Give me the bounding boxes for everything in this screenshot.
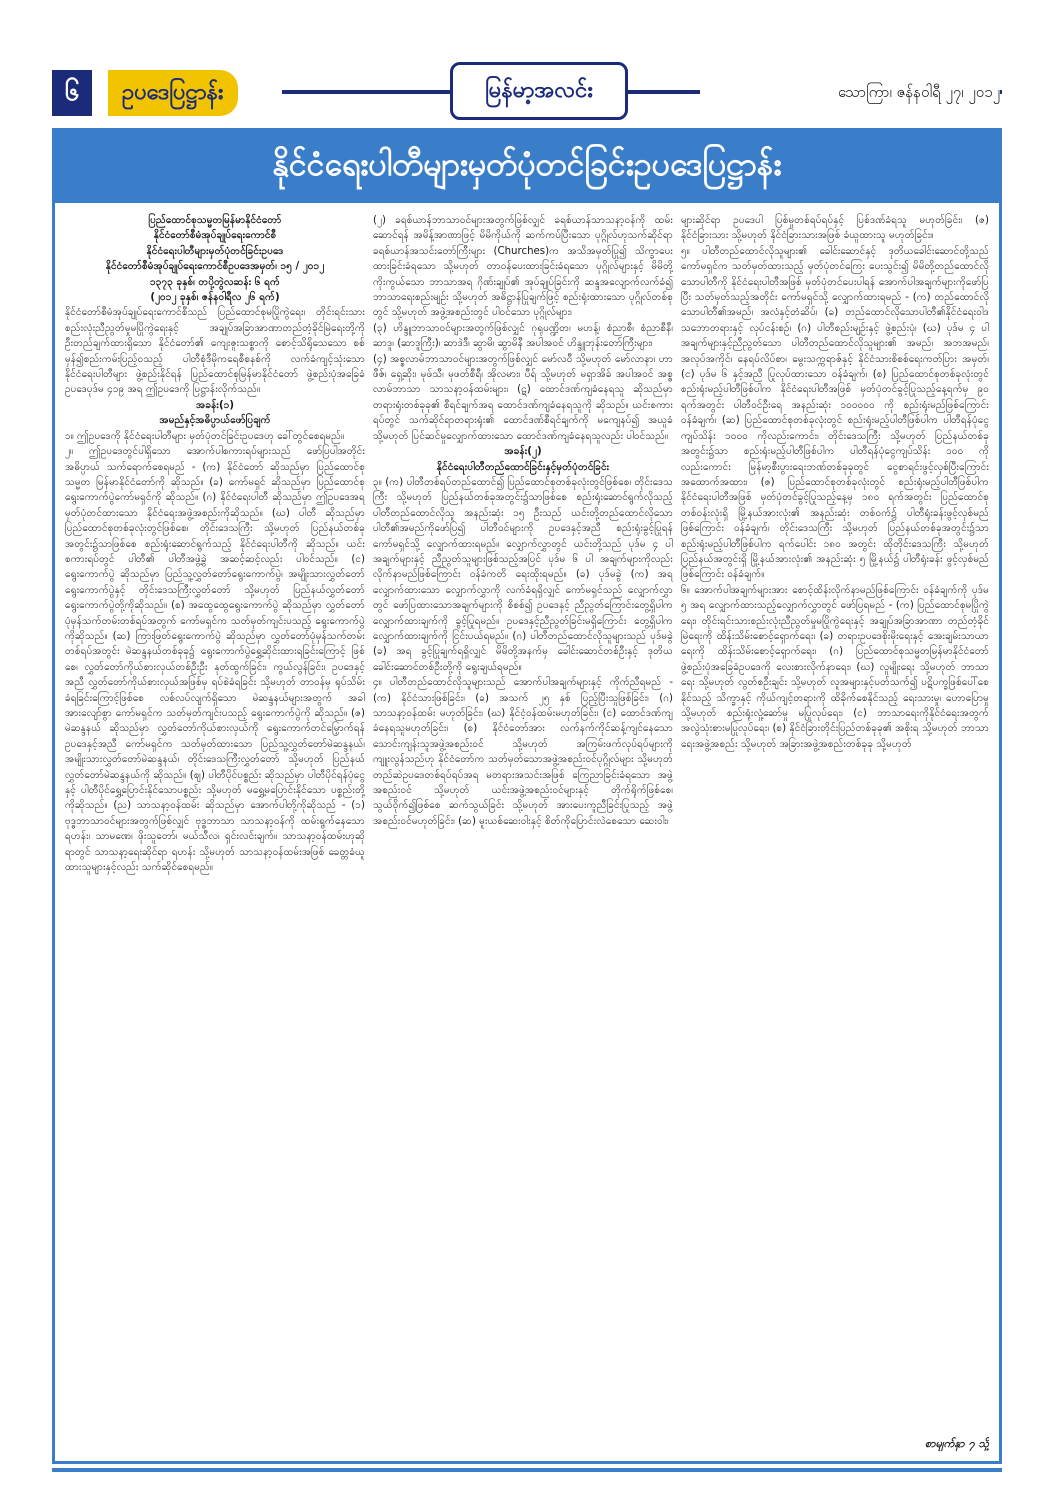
chapter-heading: အခန်း(၂) — [504, 446, 542, 458]
body-paragraph: ၆။ အောက်ပါအချက်များအား စောင့်ထိန်းလိုက်နာမည်ဖြစ်ကြောင်း ဝန်ခံချက်ကို ပုဒ်မ ၅ အရ လျှောက်ထားသည့်လျှောက်လွှာတွင် ဖော်ပြရမည် - (က) ပြည်ထောင်စုမပြိုကွဲရေး၊ တိုင်းရင်းသားစည်းလုံးညီညွတ်မှုမပြိုကွဲရေးနှင့် အချုပ်အခြာအာဏာ တည်တံ့ခိုင်မြဲရေးကို ထိန်းသိမ်းစောင့်ရှောက်ရေး၊ (ခ) တရားဥပဒေစိုးမိုးရေးနှင့် အေးချမ်းသာယာရေးကို ထိန်းသိမ်းစောင့်ရှောက်ရေး၊ (ဂ) ပြည်ထောင်စုသမ္မတမြန်မာနိုင်ငံတော် ဖွဲ့စည်းပုံအခြေခံဥပဒေကို လေးစားလိုက်နာရေး၊ (ဃ) လူမျိုးရေး သို့မဟုတ် ဘာသာရေး သို့မဟုတ် လွတ်စဦးချင်း သို့မဟုတ် လူအများနှင့်ပတ်သက်၍ ပဋိပက္ခဖြစ်ပေါ်စေနိုင်သည့် သိက္ခာနှင့် ကိုယ်ကျင့်တရားကို ထိခိုက်စေနိုင်သည့် ရေးသားမှု၊ ဟောပြောမှု သို့မဟုတ် စည်းရုံးလှုံ့ဆော်မှု မပြုလုပ်ရေး၊ (င) ဘာသာရေးကိုနိုင်ငံရေးအတွက် အလွဲသုံးစားမပြုလုပ်ရေး၊ (စ) နိုင်ငံခြားတိုင်းပြည်တစ်ခုခု၏ အစိုးရ သို့မဟုတ် ဘာသာရေးအဖွဲ့အစည်း သို့မဟုတ် အခြားအဖွဲ့အစည်းတစ်ခုခု သို့မဟုတ် — [681, 584, 989, 750]
continued-note: စာမျက်နှာ ၇ သို့ — [924, 1436, 989, 1450]
article-frame — [52, 128, 1002, 1464]
issue-date: သောကြာ၊ ဇန်နဝါရီ ၂၇၊ ၂၀၁၂ — [700, 78, 1000, 106]
column-2 — [373, 213, 673, 1451]
body-paragraph: (၄) အစ္စလာမ်ဘာသာဝင်များအတွက်ဖြစ်လျှင် မော်လဝီ သို့မဟုတ် မော်လာနာ၊ ဟာဖီဇ်၊ ရှေ့ဆိုး၊ မုဖ်သီ၊ မုဖတ်စီရီ၊ အိုလမား၊ ပီရ် သို့မဟုတ် မရှာအိခ် အပါအဝင် အစ္စလာမ်ဘာသာ သာသနာ့ဝန်ထမ်းများ၊ (ဋ) ထောင်ဒဏ်ကျခံနေရသူ ဆိုသည်မှာ တရားရုံးတစ်ခုခု၏ စီရင်ချက်အရ ထောင်ဒဏ်ကျခံနေရသူကို ဆိုသည်။ ယင်းစကားရပ်တွင် သက်ဆိုင်ရာတရားရုံး၏ ထောင်ဒဏ်စီရင်ချက်ကို မကျေနပ်၍ အယူခံ သို့မဟုတ် ပြင်ဆင်မှုလျှောက်ထားသော ထောင်ဒဏ်ကျခံနေရသူလည်း ပါဝင်သည်။ — [373, 353, 673, 442]
body-paragraph: (၂) ခရစ်ယာန်ဘာသာဝင်များအတွက်ဖြစ်လျှင် ခရစ်ယာန်သာသနာ့ဝန်ကို ထမ်းဆောင်ရန် အမိန့်အာဏာဖြင့် မိမိကိုယ်ကို ဆက်ကပ်ပြီးသော ပုဂ္ဂိုလ်ဟုသက်ဆိုင်ရာ ခရစ်ယာန်အသင်းတော်ကြီးများ (Churches)က အသိအမှတ်ပြု၍ သိက္ခာပေးထားခြင်းခံရသော သို့မဟုတ် တာဝန်ပေးထားခြင်းခံရသော ပုဂ္ဂိုလ်များနှင့် မိမိတို့ကိုးကွယ်သော ဘာသာအရ ဂိုဏ်းချုပ်၏ အုပ်ချုပ်ခြင်းကို ဆန္ဒအလျောက်လက်ခံ၍ ဘာသာရေးစည်းမျဉ်း သို့မဟုတ် အဓိဋ္ဌာန်ပြုချက်ဖြင့် စည်းရုံးထားသော ပုဂ္ဂိုလ်တစ်စုတွင် သို့မဟုတ် အဖွဲ့အစည်းတွင် ပါဝင်သော ပုဂ္ဂိုလ်များ၊ — [373, 215, 673, 319]
body-paragraph: (၃) ဟိန္ဒူဘာသာဝင်များအတွက်ဖြစ်လျှင် ဂုရုပဏ္ဍိတ၊ မဟန့်၊ စံညာစီ၊ စံညာစီနီ၊ ဆာဒူ၊ (ဆာဒူကြီး)၊ ဆာဒဲဒီ၊ ဆွာမိ၊ ဆွာမိနီ အပါအဝင် ဟိန္ဒူဘုန်းတော်ကြီးများ၊ — [373, 322, 673, 350]
body-paragraph: ၅။ ပါတီတည်ထောင်လိုသူများ၏ ခေါင်းဆောင်နှင့် ဒုတိယခေါင်းဆောင်တို့သည် ကော်မရှင်က သတ်မှတ်ထားသည့် မှတ်ပုံတင်ကြေး ပေးသွင်း၍ မိမိတို့တည်ထောင်လိုသောပါတီကို နိုင်ငံရေးပါတီအဖြစ် မှတ်ပုံတင်ပေးပါရန် အောက်ပါအချက်များကိုဖော်ပြပြီး သတ်မှတ်သည့်အတိုင်း ကော်မရှင်သို့ လျှောက်ထားရမည် - (က) တည်ထောင်လိုသောပါတီ၏အမည်၊ အလံနှင့်တံဆိပ်၊ (ခ) တည်ထောင်လိုသောပါတီ၏နိုင်ငံရေးဝါဒသဘောတရားနှင့် လုပ်ငန်းစဉ်၊ (ဂ) ပါတီစည်းမျဉ်းနှင့် ဖွဲ့စည်းပုံ၊ (ဃ) ပုဒ်မ ၄ ပါအချက်များနှင့်ညီညွတ်သော ပါတီတည်ထောင်လိုသူများ၏ အမည်၊ အဘအမည်၊ အလုပ်အကိုင်၊ နေရပ်လိပ်စာ၊ မွေးသက္ကရာဇ်နှင့် နိုင်ငံသားစိစစ်ရေးကတ်ပြား အမှတ်၊ (င) ပုဒ်မ ၆ နှင့်အညီ ပြုလုပ်ထားသော ဝန်ခံချက်၊ (စ) ပြည်ထောင်စုတစ်ခုလုံးတွင် စည်းရုံးမည့်ပါတီဖြစ်ပါက နိုင်ငံရေးပါတီအဖြစ် မှတ်ပုံတင်ခွင့်ပြုသည့်နေ့ရက်မှ ၉၀ ရက်အတွင်း ပါတီဝင်ဦးရေ အနည်းဆုံး ၁၀၀၀၀၀ ကို စည်းရုံးမည်ဖြစ်ကြောင်း ဝန်ခံချက်၊ (ဆ) ပြည်ထောင်စုတစ်ခုလုံးတွင် စည်းရုံးမည့်ပါတီဖြစ်ပါက ပါတီရန်ပုံငွေကျပ်သိန်း ၁၀၀၀ ကိုလည်းကောင်း၊ တိုင်းဒေသကြီး သို့မဟုတ် ပြည်နယ်တစ်ခုအတွင်း၌သာ စည်းရုံးမည့်ပါတီဖြစ်ပါက ပါတီရန်ပုံငွေကျပ်သိန်း ၁၀၀ ကိုလည်းကောင်း မြန်မာ့စီးပွားရေးဘဏ်တစ်ခုခုတွင် ငွေစာရင်းဖွင့်လှစ်ပြီးကြောင်း အထောက်အထား၊ (ဇ) ပြည်ထောင်စုတစ်ခုလုံးတွင် စည်းရုံးမည့်ပါတီဖြစ်ပါက နိုင်ငံရေးပါတီအဖြစ် မှတ်ပုံတင်ခွင့်ပြုသည့်နေ့မှ ၁၈၀ ရက်အတွင်း ပြည်ထောင်စုတစ်ဝန်းလုံးရှိ မြို့နယ်အားလုံး၏ အနည်းဆုံး တစ်ဝက်၌ ပါတီရုံးခန်းဖွင့်လှစ်မည်ဖြစ်ကြောင်း ဝန်ခံချက်၊ တိုင်းဒေသကြီး သို့မဟုတ် ပြည်နယ်တစ်ခုအတွင်း၌သာ စည်းရုံးမည့်ပါတီဖြစ်ပါက ရက်ပေါင်း ၁၈၀ အတွင်း ထိုတိုင်းဒေသကြီး သို့မဟုတ် ပြည်နယ်အတွင်းရှိ မြို့နယ်အားလုံး၏ အနည်းဆုံး ၅ မြို့နယ်၌ ပါတီရုံးခန်း ဖွင့်လှစ်မည်ဖြစ်ကြောင်း ဝန်ခံချက်။ — [681, 245, 989, 581]
heading-line: နိုင်ငံရေးပါတီများမှတ်ပုံတင်ခြင်းဥပဒေ — [146, 245, 284, 257]
body-paragraph: ၁။ ဤဥပဒေကို နိုင်ငံရေးပါတီများ မှတ်ပုံတင်ခြင်းဥပဒေဟု ခေါ်တွင်စေရမည်။ — [65, 430, 345, 442]
article-title: နိုင်ငံရေးပါတီများမှတ်ပုံတင်ခြင်းဥပဒေပြဋ္ဌာန်း — [55, 131, 999, 203]
chapter-title: နိုင်ငံရေးပါတီတည်ထောင်ခြင်းနှင့်မှတ်ပုံတင်ခြင်း — [436, 461, 610, 473]
heading-line: ပြည်ထောင်စုသမ္မတမြန်မာနိုင်ငံတော် — [148, 215, 282, 226]
bottom-rule — [52, 1468, 1002, 1472]
body-paragraph: ၂။ ဤဥပဒေတွင်ပါရှိသော အောက်ပါစကားရပ်များသည် ဖော်ပြပါအတိုင်း အဓိပ္ပာယ် သက်ရောက်စေရမည် - (က) နိုင်ငံတော် ဆိုသည်မှာ ပြည်ထောင်စုသမ္မတ မြန်မာနိုင်ငံတော်ကို ဆိုသည်။ (ခ) ကော်မရှင် ဆိုသည်မှာ ပြည်ထောင်စုရွေးကောက်ပွဲကော်မရှင်ကို ဆိုသည်။ (ဂ) နိုင်ငံရေးပါတီ ဆိုသည်မှာ ဤဥပဒေအရ မှတ်ပုံတင်ထားသော နိုင်ငံရေးအဖွဲ့အစည်းကိုဆိုသည်။ (ဃ) ပါတီ ဆိုသည်မှာ ပြည်ထောင်စုတစ်ခုလုံးတွင်ဖြစ်စေ၊ တိုင်းဒေသကြီး သို့မဟုတ် ပြည်နယ်တစ်ခုအတွင်း၌သာဖြစ်စေ စည်းရုံးဆောင်ရွက်သည့် နိုင်ငံရေးပါတီကို ဆိုသည်။ ယင်းစကားရပ်တွင် ပါတီ၏ ပါတီအဖွဲ့ခွဲ အဆင့်ဆင့်လည်း ပါဝင်သည်။ (င) ရွေးကောက်ပွဲ ဆိုသည်မှာ ပြည်သူ့လွှတ်တော်ရွေးကောက်ပွဲ၊ အမျိုးသားလွှတ်တော်ရွေးကောက်ပွဲနှင့် တိုင်းဒေသကြီးလွှတ်တော် သို့မဟုတ် ပြည်နယ်လွှတ်တော်ရွေးကောက်ပွဲတို့ကိုဆိုသည်။ (စ) အထွေထွေရွေးကောက်ပွဲ ဆိုသည်မှာ လွှတ်တော်ပုံမှန်သက်တမ်းတစ်ရပ်အတွက် ကော်မရှင်က သတ်မှတ်ကျင်းပသည့် ရွေးကောက်ပွဲကိုဆိုသည်။ (ဆ) ကြားဖြတ်ရွေးကောက်ပွဲ ဆိုသည်မှာ လွှတ်တော်ပုံမှန်သက်တမ်းတစ်ရပ်အတွင်း မဲဆန္ဒနယ်တစ်ခုခု၌ ရွေးကောက်ပွဲရွှေ့ဆိုင်းထားရခြင်းကြောင့် ဖြစ်စေ၊ လွှတ်တော်ကိုယ်စားလှယ်တစ်ဦးဦး နုတ်ထွက်ခြင်း၊ ကွယ်လွန်ခြင်း၊ ဥပဒေနှင့်အညီ လွှတ်တော်ကိုယ်စားလှယ်အဖြစ်မှ ရပ်စဲခံရခြင်း သို့မဟုတ် တာဝန်မှ ရုပ်သိမ်းခံရခြင်းကြောင့်ဖြစ်စေ လစ်လပ်လျက်ရှိသော မဲဆန္ဒနယ်များအတွက် အခါအားလျော်စွာ ကော်မရှင်က သတ်မှတ်ကျင်းပသည့် ရွေးကောက်ပွဲကို ဆိုသည်။ (ဇ) မဲဆန္ဒနယ် ဆိုသည်မှာ လွှတ်တော်ကိုယ်စားလှယ်ကို ရွေးကောက်တင်မြှောက်ရန် ဥပဒေနှင့်အညီ ကော်မရှင်က သတ်မှတ်ထားသော ပြည်သူ့လွှတ်တော်မဲဆန္ဒနယ်၊ အမျိုးသားလွှတ်တော်မဲဆန္ဒနယ်၊ တိုင်းဒေသကြီးလွှတ်တော် သို့မဟုတ် ပြည်နယ်လွှတ်တော်မဲဆန္ဒနယ်ကို ဆိုသည်။ (ဈ) ပါတီပိုင်ပစ္စည်း ဆိုသည်မှာ ပါတီပိုင်ရန်ပုံငွေနှင့် ပါတီပိုင်ရွှေ့ပြောင်းနိုင်သောပစ္စည်း သို့မဟုတ် မရွှေ့မပြောင်းနိုင်သော ပစ္စည်းတို့ကိုဆိုသည်။ (ည) သာသနာ့ဝန်ထမ်း ဆိုသည်မှာ အောက်ပါတို့ကိုဆိုသည် - (၁) ဗုဒ္ဓဘာသာဝင်များအတွက်ဖြစ်လျှင် ဗုဒ္ဓဘာသာ သာသနာ့ဝန်ကို ထမ်းရွက်နေသော ရဟန်း၊ သာမဏေ၊ ဖိုးသူတော်၊ မယ်သီလ၊ ရှင်းလင်းချက်။ သာသနာ့ဝန်ထမ်းဟုဆိုရာတွင် သာသနာ့ရေးဆိုင်ရာ ရဟန်း သို့မဟုတ် သာသနာ့ဝန်ထမ်းအဖြစ် ခေတ္တခံယူထားသူများနှင့်လည်း သက်ဆိုင်စေရမည်။ — [65, 446, 365, 874]
section-tab: ဥပဒေပြဋ္ဌာန်း — [108, 70, 238, 116]
body-paragraph: ၄။ ပါတီတည်ထောင်လိုသူများသည် အောက်ပါအချက်များနှင့် ကိုက်ညီရမည် - (က) နိုင်ငံသားဖြစ်ခြင်း၊ (ခ) အသက် ၂၅ နှစ် ပြည့်ပြီးသူဖြစ်ခြင်း၊ (ဂ) သာသနာ့ဝန်ထမ်း မဟုတ်ခြင်း၊ (ဃ) နိုင်ငံ့ဝန်ထမ်းမဟုတ်ခြင်း၊ (င) ထောင်ဒဏ်ကျခံနေရသူမဟုတ်ခြင်း၊ (စ) နိုင်ငံတော်အား လက်နက်ကိုင်ဆန့်ကျင်နေသော သောင်းကျန်းသူအဖွဲ့အစည်းဝင် သို့မဟုတ် အကြမ်းဖက်လုပ်ရပ်များကို ကျူးလွန်သည်ဟု နိုင်ငံတော်က သတ်မှတ်သောအဖွဲ့အစည်းဝင်ပုဂ္ဂိုလ်များ သို့မဟုတ် တည်ဆဲဥပဒေတစ်ရပ်ရပ်အရ မတရားအသင်းအဖြစ် ကြေညာခြင်းခံရသော အဖွဲ့အစည်းဝင် သို့မဟုတ် ယင်းအဖွဲ့အစည်းဝင်များနှင့် တိုက်ရိုက်ဖြစ်စေ၊ သွယ်ဝိုက်၍ဖြစ်စေ ဆက်သွယ်ခြင်း သို့မဟုတ် အားပေးကူညီခြင်းပြုသည့် အဖွဲ့အစည်းဝင်မဟုတ်ခြင်း၊ (ဆ) မူးယစ်ဆေးဝါးနှင့် စိတ်ကိုပြောင်းလဲစေသော ဆေးဝါး၊ — [373, 677, 673, 827]
body-paragraph: နိုင်ငံတော်စီမံအုပ်ချုပ်ရေးကောင်စီသည် ပြည်ထောင်စုမပြိုကွဲရေး၊ တိုင်းရင်းသားစည်းလုံးညီညွတ်မှုမပြိုကွဲရေးနှင့် အချုပ်အခြာအာဏာတည်တံ့ခိုင်မြဲရေးတို့ကို ဦးတည်ချက်ထားရှိသော နိုင်ငံတော်၏ ကျေးဇူးသစ္စာကို စောင့်သိရိုသေသော စစ်မှန်၍စည်းကမ်းပြည့်ဝသည့် ပါတီစုံဒီမိုကရေစီစနစ်ကို လက်ခံကျင့်သုံးသော နိုင်ငံရေးပါတီများ ဖွဲ့စည်းနိုင်ရန် ပြည်ထောင်စုမြန်မာနိုင်ငံတော် ဖွဲ့စည်းပုံအခြေခံဥပဒေပုဒ်မ ၄၁၉ အရ ဤဥပဒေကို ပြဋ္ဌာန်းလိုက်သည်။ — [65, 307, 365, 396]
chapter-title: အမည်နှင့်အဓိပ္ပာယ်ဖော်ပြချက် — [159, 415, 271, 427]
heading-line: နိုင်ငံတော်စီမံအုပ်ချုပ်ရေးကောင်စီ — [153, 230, 277, 242]
column-1 — [65, 213, 365, 1451]
body-paragraph: များဆိုင်ရာ ဥပဒေပါ ပြစ်မှုတစ်ရပ်ရပ်နှင့် ပြစ်ဒဏ်ခံရသူ မဟုတ်ခြင်း၊ (ဇ) နိုင်ငံခြားသား သို့မဟုတ် နိုင်ငံခြားသားအဖြစ် ခံယူထားသူ မဟုတ်ခြင်း။ — [681, 215, 989, 242]
page-number: ၆ — [52, 70, 92, 116]
heading-line: နိုင်ငံတော်စီမံအုပ်ချုပ်ရေးကောင်စီဥပဒေအမှတ်၊ ၁၅ / ၂၀၁၂ — [105, 261, 325, 273]
column-3 — [681, 213, 989, 1451]
heading-line: ၁၃၇၃ ခုနှစ်၊ တပို့တွဲလဆန်း ၆ ရက် — [150, 276, 280, 288]
heading-line: (၂၀၁၂ ခုနှစ်၊ ဇန်နဝါရီလ ၂၆ ရက်) — [150, 292, 280, 304]
masthead: မြန်မာ့အလင်း — [450, 62, 628, 120]
body-paragraph: ၃။ (က) ပါတီတစ်ရပ်တည်ထောင်၍ ပြည်ထောင်စုတစ်ခုလုံးတွင်ဖြစ်စေ၊ တိုင်းဒေသကြီး သို့မဟုတ် ပြည်နယ်တစ်ခုအတွင်း၌သာဖြစ်စေ စည်းရုံးဆောင်ရွက်လိုသည့် ပါတီတည်ထောင်လိုသူ အနည်းဆုံး ၁၅ ဦးသည် ယင်းတို့တည်ထောင်လိုသော ပါတီ၏အမည်ကိုဖော်ပြ၍ ပါတီဝင်များကို ဥပဒေနှင့်အညီ စည်းရုံးခွင့်ပြုရန် ကော်မရှင်သို့ လျှောက်ထားရမည်။ လျှောက်လွှာတွင် ယင်းတို့သည် ပုဒ်မ ၄ ပါ အချက်များနှင့် ညီညွတ်သူများဖြစ်သည့်အပြင် ပုဒ်မ ၆ ပါ အချက်များကိုလည်း လိုက်နာမည်ဖြစ်ကြောင်း ဝန်ခံကတိ ရေးထိုးရမည်။ (ခ) ပုဒ်မခွဲ (က) အရ လျှောက်ထားသော လျှောက်လွှာကို လက်ခံရရှိလျှင် ကော်မရှင်သည် လျှောက်လွှာတွင် ဖော်ပြထားသောအချက်များကို စိစစ်၍ ဥပဒေနှင့် ညီညွတ်ကြောင်းတွေ့ရှိပါက လျှောက်ထားချက်ကို ခွင့်ပြုရမည်။ ဥပဒေနှင့်ညီညွတ်ခြင်းမရှိကြောင်း တွေ့ရှိပါက လျှောက်ထားချက်ကို ငြင်းပယ်ရမည်။ (ဂ) ပါတီတည်ထောင်လိုသူများသည် ပုဒ်မခွဲ (ခ) အရ ခွင့်ပြုချက်ရရှိလျှင် မိမိတို့အနက်မှ ခေါင်းဆောင်တစ်ဦးနှင့် ဒုတိယခေါင်းဆောင်တစ်ဦးတို့ကို ရွေးချယ်ရမည်။ — [373, 476, 673, 673]
chapter-heading: အခန်း(၁) — [196, 399, 234, 411]
